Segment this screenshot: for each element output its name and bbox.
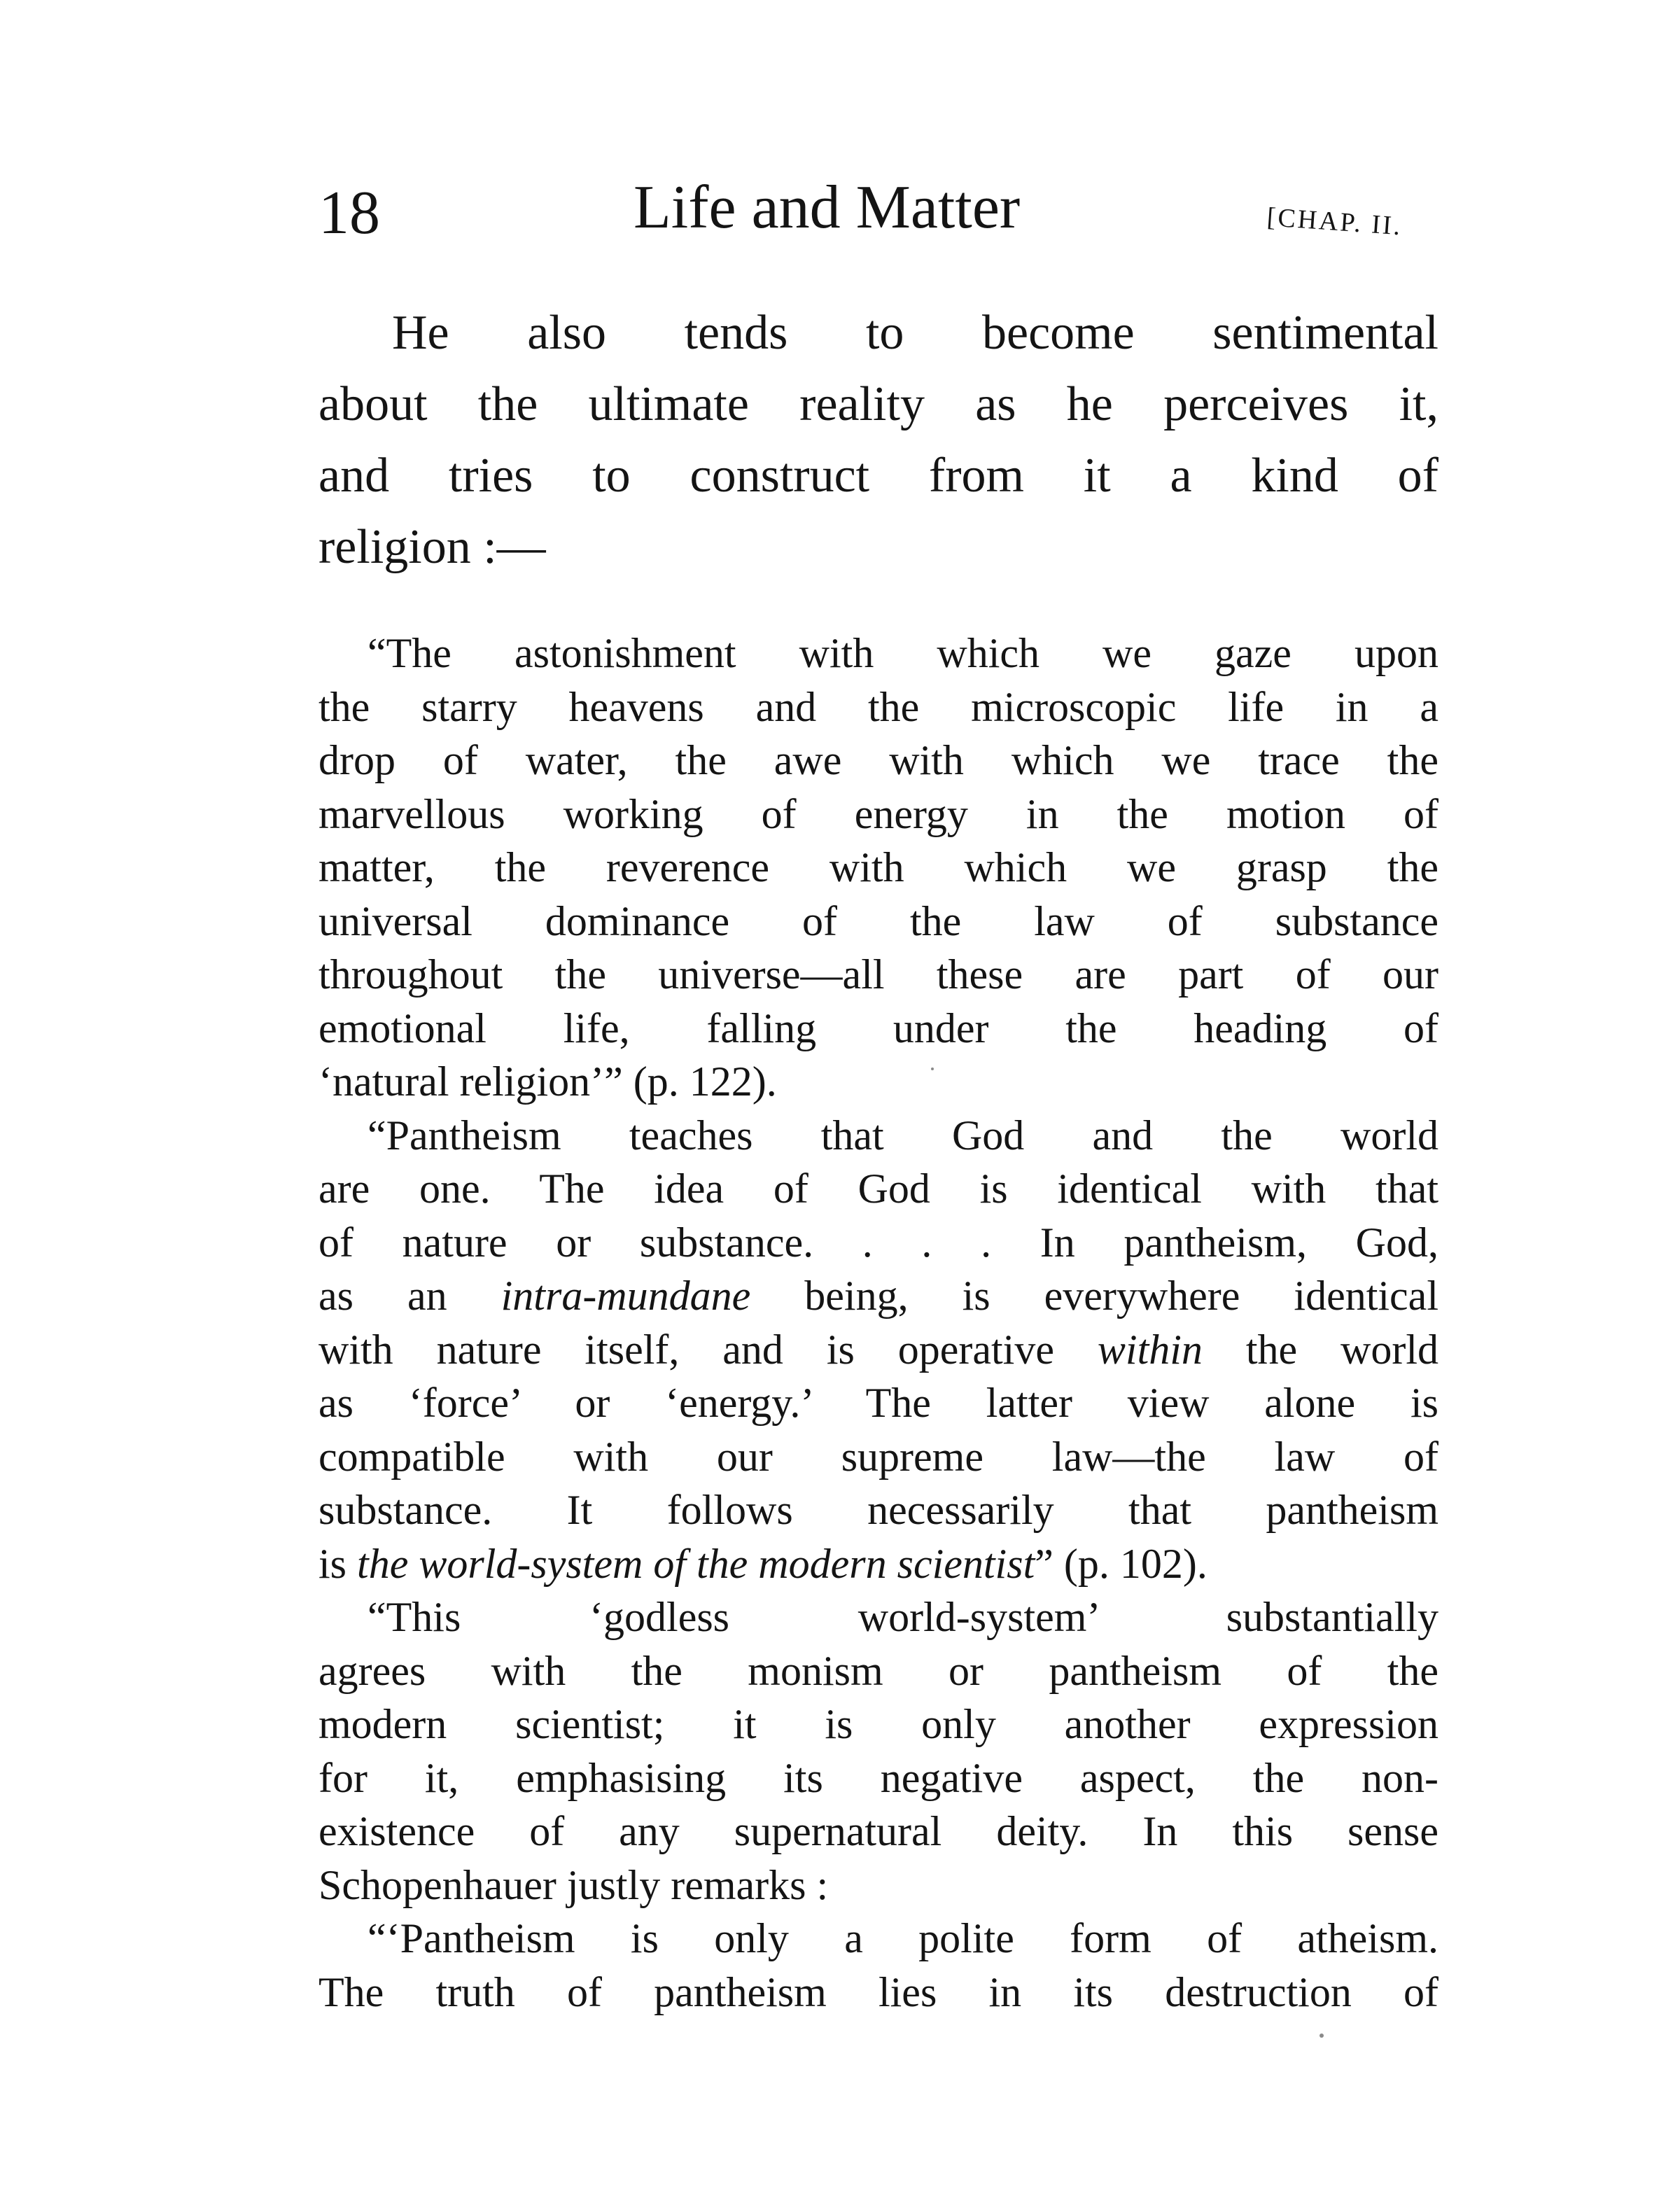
intro-paragraph: [318, 298, 1438, 583]
text-line: existence of any supernatural deity. In this sense: [318, 1808, 1438, 1854]
text-line: “The astonishment with which we gaze upon: [368, 630, 1438, 676]
text-line: “‘Pantheism is only a polite form of atheism.: [368, 1915, 1438, 1961]
scan-speck: [931, 1068, 934, 1070]
text-line: are one. The idea of God is identical with that: [318, 1166, 1438, 1212]
running-head: [318, 175, 1442, 259]
text-line: throughout the universe—all these are part of our: [318, 951, 1438, 997]
scan-speck: [1320, 2033, 1324, 2038]
text-line: about the ultimate reality as he perceives it,: [318, 377, 1438, 431]
quote-schopenhauer: [318, 1912, 1438, 2019]
quote-pantheism: [318, 1109, 1438, 1591]
text-line: the starry heavens and the microscopic life in a: [318, 683, 1438, 730]
italic-phrase: the world-system of the modern scientist: [357, 1540, 1035, 1587]
text-line: “Pantheism teaches that God and the world: [368, 1112, 1438, 1158]
quote-natural-religion: [318, 626, 1438, 1109]
book-title: Life and Matter: [634, 174, 1021, 241]
text-line: [318, 1269, 1438, 1323]
chapter-reference: [CHAP. II.: [1266, 202, 1404, 241]
body-text: [318, 298, 1438, 2019]
text-line: drop of water, the awe with which we trace the: [318, 737, 1438, 783]
italic-phrase: intra-mundane: [500, 1273, 751, 1319]
quote-godless-world-system: [318, 1590, 1438, 1912]
page-number: 18: [318, 179, 380, 247]
text-span: the world: [1202, 1326, 1439, 1373]
text-line: “This ‘godless world-system’ substantially: [368, 1594, 1438, 1640]
text-line: for it, emphasising its negative aspect, the non-: [318, 1754, 1438, 1801]
text-line: compatible with our supreme law—the law of: [318, 1433, 1438, 1480]
text-line: Schopenhauer justly remarks :: [318, 1861, 829, 1908]
text-line: emotional life, falling under the heading of: [318, 1004, 1438, 1051]
text-line: The truth of pantheism lies in its destruction of: [318, 1968, 1438, 2015]
text-span: as an: [318, 1273, 501, 1319]
text-line: agrees with the monism or pantheism of the: [318, 1647, 1438, 1694]
text-line: He also tends to become sentimental: [392, 306, 1438, 360]
text-line: as ‘force’ or ‘energy.’ The latter view alone is: [318, 1380, 1438, 1426]
text-line: ‘natural religion’” (p. 122).: [318, 1058, 777, 1105]
text-line: modern scientist; it is only another expression: [318, 1701, 1438, 1747]
text-line: marvellous working of energy in the motion of: [318, 790, 1438, 837]
text-line: [318, 1537, 1438, 1591]
text-line: [318, 1323, 1438, 1377]
text-line: substance. It follows necessarily that pantheism: [318, 1487, 1438, 1533]
text-line: and tries to construct from it a kind of: [318, 449, 1438, 503]
text-span: being, is everywhere identical: [750, 1273, 1438, 1319]
text-span: ” (p. 102).: [1035, 1540, 1208, 1587]
text-line: of nature or substance. . . . In pantheism, God,: [318, 1219, 1438, 1266]
text-span: is: [318, 1540, 358, 1587]
text-line: religion :—: [318, 520, 546, 574]
text-line: matter, the reverence with which we grasp the: [318, 844, 1438, 890]
text-span: with nature itself, and is operative: [318, 1326, 1098, 1373]
italic-phrase: within: [1097, 1326, 1203, 1373]
text-line: universal dominance of the law of substance: [318, 897, 1438, 944]
